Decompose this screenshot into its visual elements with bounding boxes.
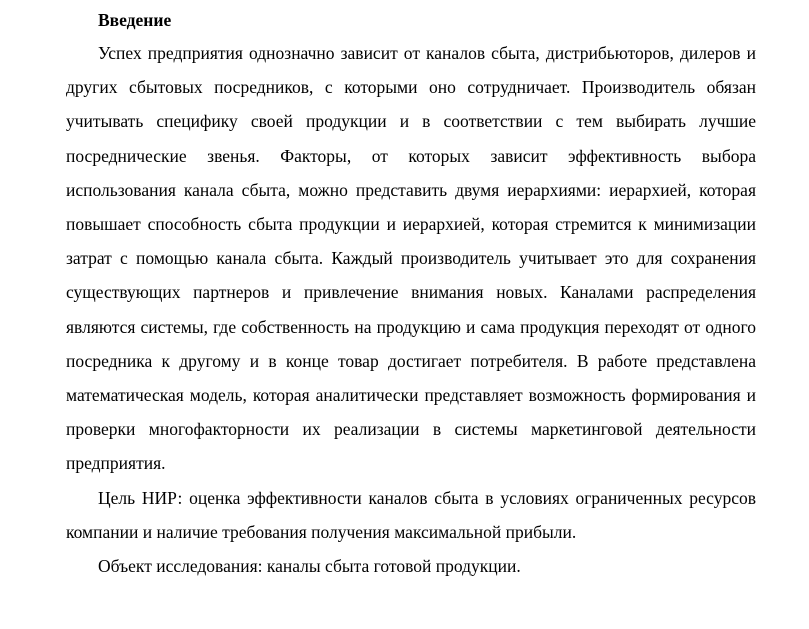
research-object-paragraph: Объект исследования: каналы сбыта готовой продукции. <box>98 556 521 577</box>
document-page <box>66 4 756 583</box>
section-heading: Введение <box>98 10 172 30</box>
research-goal-paragraph: Цель НИР: оценка эффективности каналов сбыта в условиях ограниченных ресурсов компании и наличие требования получения максимальной прибыли. <box>66 487 756 542</box>
intro-paragraph: Успех предприятия однозначно зависит от каналов сбыта, дистрибьюторов, дилеров и других сбытовых посредников, с которыми оно сотрудничает. Производитель обязан учитывать специфику своей продукции и в соответствии с тем выбирать лучшие посреднические звенья. Факторы, от которых зависит эффективность выбора использования канала сбыта, можно представить двумя иерархиями: иерархией, которая повышает способность сбыта продукции и иерархией, которая стремится к минимизации затрат с помощью канала сбыта. Каждый производитель учитывает это для сохранения существующих партнеров и привлечение внимания новых. Каналами распределения являются системы, где собственность на продукцию и сама продукция переходят от одного посредника к другому и в конце товар достигает потребителя. В работе представлена математическая модель, которая аналитически представляет возможность формирования и проверки многофакторности их реализации в системы маркетинговой деятельности предприятия. <box>66 43 756 474</box>
